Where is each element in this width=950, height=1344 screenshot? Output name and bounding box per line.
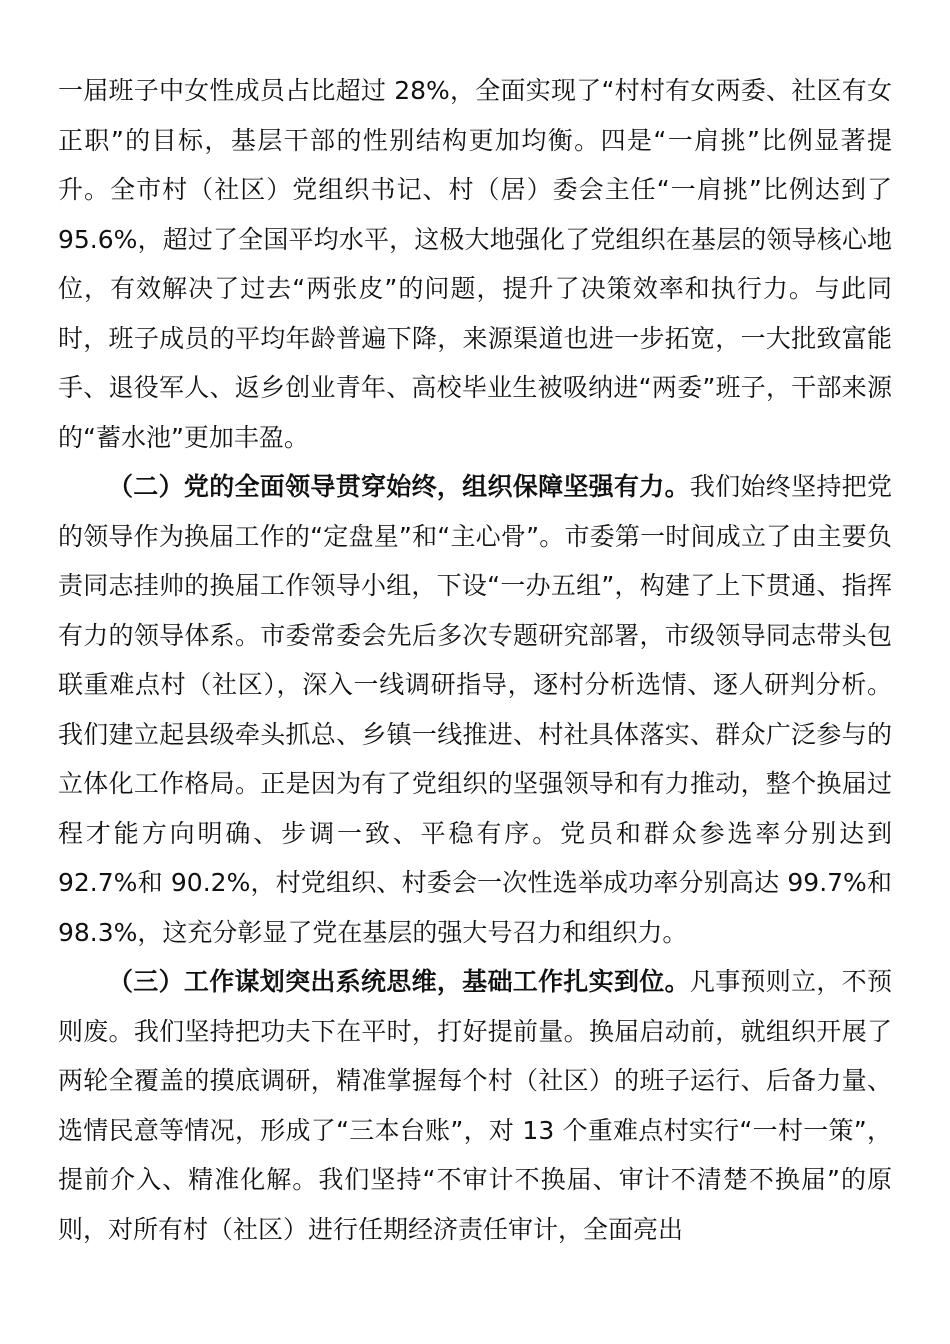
- paragraph-1: [58, 66, 892, 462]
- paragraph-2-text: 我们始终坚持把党的领导作为换届工作的“定盘星”和“主心骨”。市委第一时间成立了由主要负责同志挂帅的换届工作领导小组，下设“一办五组”，构建了上下贯通、指挥有力的领导体系。市委常委会先后多次专题研究部署，市级领导同志带头包联重难点村（社区），深入一线调研指导，逐村分析选情、逐人研判分析。我们建立起县级牵头抓总、乡镇一线推进、村社具体落实、群众广泛参与的立体化工作格局。正是因为有了党组织的坚强领导和有力推动，整个换届过程才能方向明确、步调一致、平稳有序。党员和群众参选率分别达到 92.7%和 90.2%，村党组织、村委会一次性选举成功率分别高达 99.7%和 98.3%，这充分彰显了党在基层的强大号召力和组织力。: [58, 472, 892, 947]
- paragraph-1-text: 一届班子中女性成员占比超过 28%，全面实现了“村村有女两委、社区有女正职”的目标，基层干部的性别结构更加均衡。四是“一肩挑”比例显著提升。全市村（社区）党组织书记、村（居）委会主任“一肩挑”比例达到了 95.6%，超过了全国平均水平，这极大地强化了党组织在基层的领导核心地位，有效解决了过去“两张皮”的问题，提升了决策效率和执行力。与此同时，班子成员的平均年龄普遍下降，来源渠道也进一步拓宽，一大批致富能手、退役军人、返乡创业青年、高校毕业生被吸纳进“两委”班子，干部来源的“蓄水池”更加丰盈。: [58, 76, 892, 452]
- section-heading-3: （三）工作谋划突出系统思维，基础工作扎实到位。: [108, 967, 690, 996]
- paragraph-3: [58, 957, 892, 1254]
- paragraph-2: [58, 462, 892, 957]
- paragraph-3-text: 凡事预则立，不预则废。我们坚持把功夫下在平时，打好提前量。换届启动前，就组织开展了两轮全覆盖的摸底调研，精准掌握每个村（社区）的班子运行、后备力量、选情民意等情况，形成了“三本台账”，对 13 个重难点村实行“一村一策”，提前介入、精准化解。我们坚持“不审计不换届、审计不清楚不换届”的原则，对所有村（社区）进行任期经济责任审计，全面亮出: [58, 967, 892, 1244]
- document-page: [58, 66, 892, 1254]
- section-heading-2: （二）党的全面领导贯穿始终，组织保障坚强有力。: [108, 472, 690, 501]
